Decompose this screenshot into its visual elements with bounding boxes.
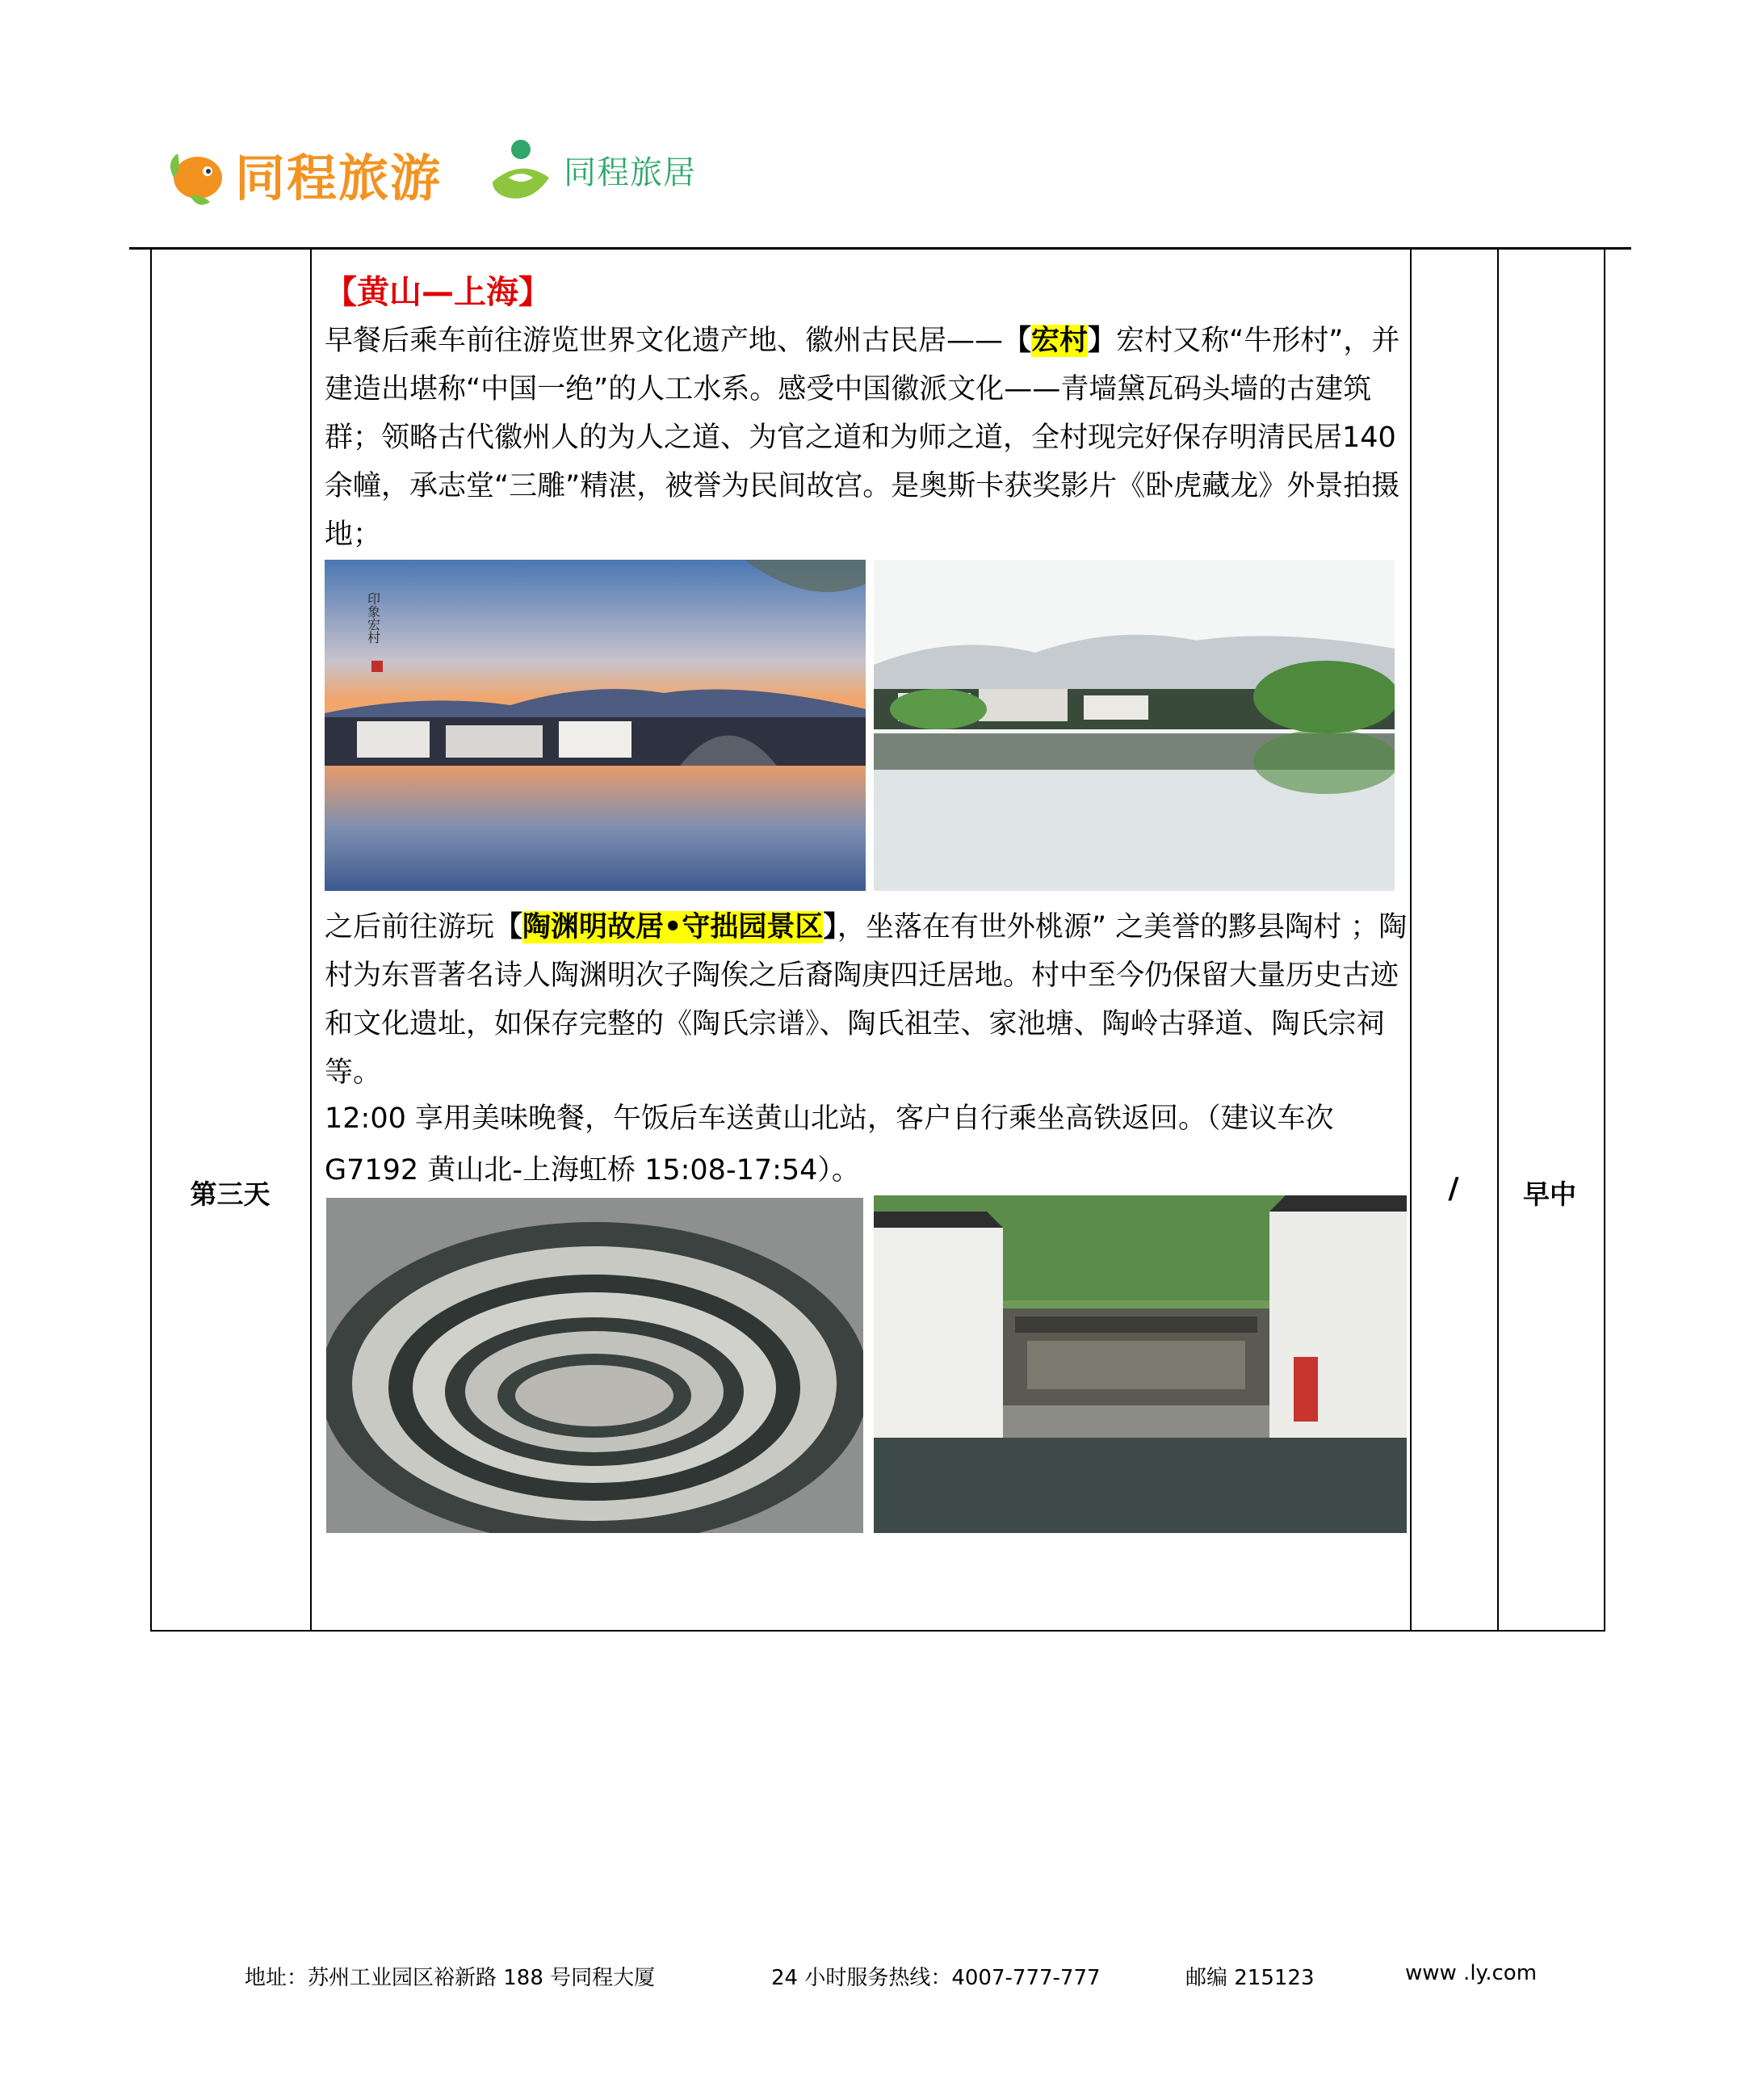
photo-inscription: 印象宏村 — [365, 592, 381, 644]
hongcun-dusk-photo — [325, 560, 866, 891]
route-title: 【黄山—上海】 — [325, 274, 551, 311]
concentric-arches-photo — [326, 1198, 863, 1533]
paragraph-hongcun — [325, 317, 1410, 559]
taocun-highlight: 陶渊明故居•守拙园景区 — [522, 911, 824, 943]
paragraph-taocun — [325, 903, 1410, 1097]
table-border-bottom — [150, 1630, 1605, 1632]
para1-intro: 早餐后乘车前往游览世界文化遗产地、徽州古民居—— — [325, 325, 1004, 357]
para2-bracket-open: 【 — [494, 911, 523, 943]
logo1-text: 同程旅游 — [235, 148, 443, 208]
tongcheng-travel-logo — [166, 137, 442, 210]
day-label: 第三天 — [190, 1178, 271, 1210]
itinerary-table — [150, 249, 1605, 1632]
tongcheng-residence-logo — [485, 133, 696, 206]
footer-hotline: 24 小时服务热线：4007-777-777 — [771, 1966, 1101, 1990]
table-divider-3 — [1497, 249, 1499, 1632]
table-border-right — [1604, 249, 1605, 1632]
table-divider-1 — [310, 249, 312, 1632]
para1-body: 宏村又称“牛形村”，并建造出堪称“中国一绝”的人工水系。感受中国徽派文化——青墙黛瓦码头墙的古建筑群；领略古代徽州人的为人之道、为官之道和为师之道，全村现完好保存明清民居140 余幢，承志堂“三雕”精湛，被誉为民间故宫。是奥斯卡获奖影片《卧虎藏龙》外景拍摄地； — [325, 325, 1400, 551]
footer-address: 地址：苏州工业园区裕新路 188 号同程大厦 — [245, 1966, 656, 1990]
hongcun-lake-photo — [874, 560, 1395, 891]
hongcun-highlight: 宏村 — [1031, 325, 1089, 357]
para1-bracket-open: 【 — [1003, 325, 1032, 357]
courtyard-pond-photo — [874, 1195, 1407, 1533]
fish-logo-icon — [166, 137, 230, 210]
para1-bracket-close: 】 — [1088, 325, 1117, 357]
para2-bracket-close: 】 — [823, 911, 837, 943]
transport-cell: / — [1448, 1172, 1459, 1205]
para2-intro: 之后前往游玩 — [325, 911, 495, 943]
logo2-text: 同程旅居 — [564, 153, 696, 191]
para2-body: ，坐落在有世外桃源” 之美誉的黟县陶村 ；陶村为东晋著名诗人陶渊明次子陶俟之后裔陶庚四迁居地。村中至今仍保留大量历史古迹和文化遗址，如保存完整的《陶氏宗谱》、陶氏祖茔、家池塘、陶岭古驿道、陶氏宗祠等。 — [325, 911, 1408, 1089]
footer-website[interactable]: www .ly.com — [1405, 1961, 1538, 1985]
paragraph-return: 12:00 享用美味晚餐，午饭后车送黄山北站，客户自行乘坐高铁返回。（建议车次G7192 黄山北-上海虹桥 15:08-17:54）。 — [325, 1102, 1334, 1186]
table-border-left — [150, 249, 152, 1632]
residence-logo-icon — [485, 133, 557, 206]
meals-cell: 早中 — [1523, 1178, 1576, 1210]
footer-postcode: 邮编 215123 — [1185, 1966, 1315, 1990]
table-divider-2 — [1410, 249, 1412, 1632]
